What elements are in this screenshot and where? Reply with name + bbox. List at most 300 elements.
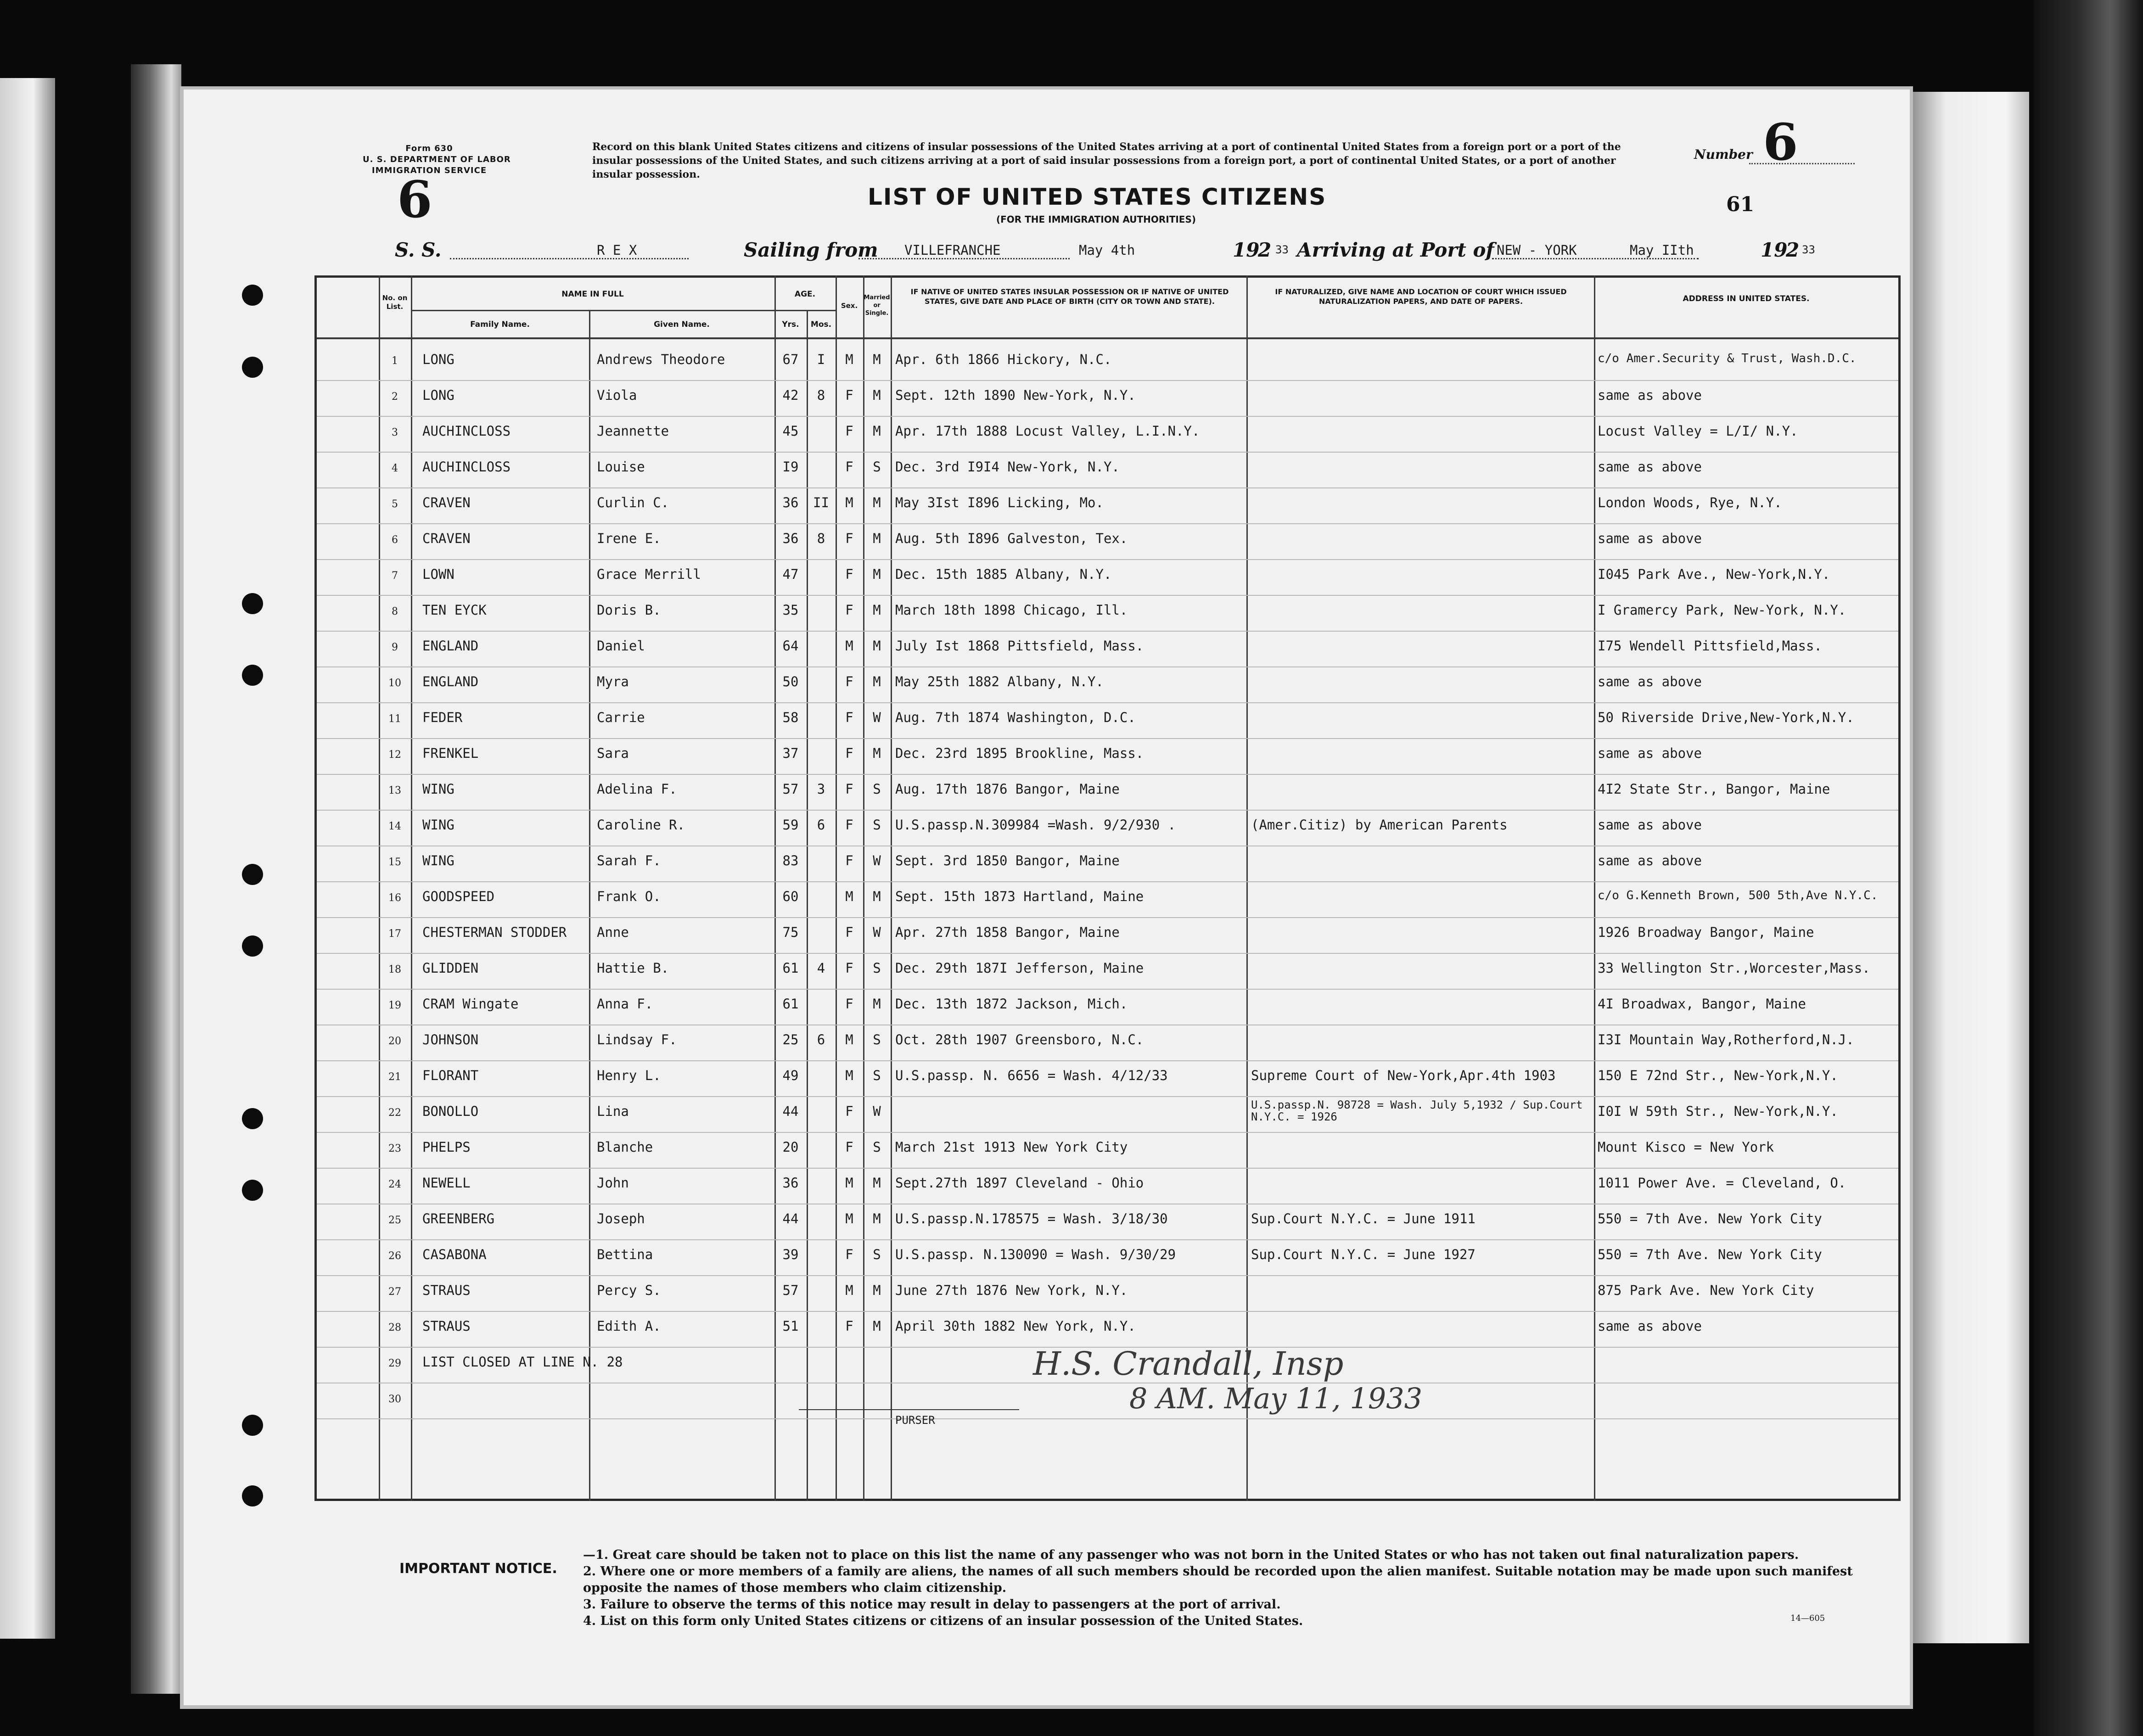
us-address: 1011 Power Ave. = Cleveland, O. [1598,1175,1846,1191]
number-label: Number [1694,147,1753,162]
page-number: 61 [1726,193,1755,216]
punch-hole [242,357,263,378]
form-big-number: 6 [397,170,432,229]
us-address: same as above [1598,817,1702,833]
age-years: 83 [782,853,799,868]
purser-line [799,1409,1019,1410]
header-bottom [317,337,1898,339]
given-name: Lina [597,1103,629,1119]
marital-status: S [873,1068,881,1083]
us-address: I Gramercy Park, New-York, N.Y. [1598,602,1846,618]
marital-status: S [873,960,881,976]
given-name: Hattie B. [597,960,669,976]
document-title: LIST OF UNITED STATES CITIZENS [868,184,1327,210]
us-address: London Woods, Rye, N.Y. [1598,495,1782,510]
punch-hole [242,864,263,885]
sex: F [845,745,853,761]
marital-status: M [873,566,881,582]
age-years: I9 [782,459,799,475]
header-married: Married or Single. [864,294,890,317]
arriving-label: Arriving at Port of [1297,239,1494,261]
us-address: same as above [1598,1318,1702,1334]
age-years: 42 [782,387,799,403]
birth-info: Sept. 3rd 1850 Bangor, Maine [895,853,1120,868]
age-months: 8 [817,387,825,403]
punch-hole [242,1108,263,1129]
notice-item: —1. Great care should be taken not to place on this list the name of any passenger who was not born in the United States or who has not taken out final naturalization papers. [583,1548,1799,1562]
us-address: 50 Riverside Drive,New-York,N.Y. [1598,710,1854,725]
age-years: 36 [782,1175,799,1191]
age-years: 45 [782,423,799,439]
sailing-label: Sailing from [744,239,878,261]
given-name: Sarah F. [597,853,661,868]
punch-hole [242,665,263,686]
given-name: Doris B. [597,602,661,618]
marital-status: W [873,1103,881,1119]
port-of-departure: VILLEFRANCHE [904,242,1001,258]
row-number: 9 [392,642,398,653]
table-row [317,1383,1898,1419]
family-name: TEN EYCK [422,602,487,618]
voyage-line [395,239,1901,266]
us-address: 875 Park Ave. New York City [1598,1282,1814,1298]
birth-info: Apr. 27th 1858 Bangor, Maine [895,924,1120,940]
age-years: 51 [782,1318,799,1334]
birth-info: Sept. 12th 1890 New-York, N.Y. [895,387,1136,403]
family-name: STRAUS [422,1318,471,1334]
marital-status: S [873,1139,881,1155]
age-years: 67 [782,352,799,367]
table-row [317,1169,1898,1204]
table-row [317,954,1898,990]
given-name: Curlin C. [597,495,669,510]
table-row [317,560,1898,596]
table-row [317,739,1898,775]
given-name: Irene E. [597,531,661,546]
marital-status: M [873,495,881,510]
row-number: 1 [392,355,398,367]
table-row [317,488,1898,524]
marital-status: M [873,1211,881,1226]
marital-status: S [873,1032,881,1047]
form-number: Form 630 [405,144,453,153]
family-name: ENGLAND [422,638,479,654]
age-years: 35 [782,602,799,618]
age-years: 60 [782,889,799,904]
birth-info: U.S.passp. N. 6656 = Wash. 4/12/33 [895,1068,1168,1083]
age-years: 57 [782,781,799,797]
marital-status: M [873,996,881,1012]
family-name: WING [422,781,454,797]
table-row [317,524,1898,560]
sex: F [845,459,853,475]
birth-info: March 21st 1913 New York City [895,1139,1128,1155]
year-printed-2: 2 [1786,239,1800,261]
us-address: 1926 Broadway Bangor, Maine [1598,924,1814,940]
sex: M [845,1068,853,1083]
us-address: Locust Valley = L/I/ N.Y. [1598,423,1798,439]
family-name: ENGLAND [422,674,479,689]
birth-info: Sept.27th 1897 Cleveland - Ohio [895,1175,1144,1191]
age-months: 6 [817,1032,825,1047]
family-name: NEWELL [422,1175,471,1191]
family-name: WING [422,853,454,868]
age-years: 64 [782,638,799,654]
birth-info: Apr. 17th 1888 Locust Valley, L.I.N.Y. [895,423,1200,439]
port-dotline [1492,258,1699,259]
marital-status: M [873,352,881,367]
given-name: Lindsay F. [597,1032,677,1047]
given-name: Blanche [597,1139,653,1155]
inspection-date-note: 8 AM. May 11, 1933 [1129,1382,1423,1415]
sex: M [845,889,853,904]
given-name: John [597,1175,629,1191]
age-years: 59 [782,817,799,833]
notice-item: 4. List on this form only United States citizens or citizens of an insular possession of the United States. [583,1614,1303,1628]
family-name: CRAVEN [422,495,471,510]
row-number: 10 [388,678,401,689]
age-years: 57 [782,1282,799,1298]
sex: F [845,710,853,725]
birth-info: Dec. 15th 1885 Albany, N.Y. [895,566,1112,582]
sex: F [845,387,853,403]
sailing-date: May 4th [1079,242,1135,258]
naturalization-info: (Amer.Citiz) by American Parents [1251,817,1508,833]
family-name: CASABONA [422,1247,487,1262]
us-address: I0I W 59th Str., New-York,N.Y. [1598,1103,1838,1119]
table-row [317,1025,1898,1061]
table-row [317,345,1898,381]
table-row [317,1133,1898,1169]
marital-status: W [873,710,881,725]
age-years: 25 [782,1032,799,1047]
birth-info: March 18th 1898 Chicago, Ill. [895,602,1128,618]
age-months: 6 [817,817,825,833]
table-row [317,453,1898,488]
age-years: 61 [782,960,799,976]
sex: F [845,674,853,689]
header-no: No. on List. [382,294,408,311]
row-number: 4 [392,463,398,474]
arrival-year: 33 [1802,243,1815,256]
birth-info: U.S.passp.N.178575 = Wash. 3/18/30 [895,1211,1168,1226]
family-name: AUCHINCLOSS [422,459,511,475]
us-address: 150 E 72nd Str., New-York,N.Y. [1598,1068,1838,1083]
year-label: 19 [1233,239,1260,261]
record-instructions: Record on this blank United States citizens and citizens of insular possessions of the United States arriving at a port of continental United States from a foreign port or a port of the insular possessions of the United States, and such citizens arriving at a port of said insular possessions from a foreign port, a port of continental United States, or a port of another insular possession. [592,141,1621,180]
marital-status: M [873,745,881,761]
sex: F [845,1247,853,1262]
header-name-in-full: NAME IN FULL [561,290,624,299]
row-number: 14 [388,821,401,832]
ship-name: R E X [597,242,637,258]
notice-item: 3. Failure to observe the terms of this notice may result in delay to passengers at the port of arrival. [583,1597,1281,1612]
header-given-name: Given Name. [654,320,710,329]
punch-hole [242,593,263,614]
row-number: 11 [388,713,401,725]
us-address: same as above [1598,387,1702,403]
sex: F [845,1318,853,1334]
marital-status: W [873,924,881,940]
sailing-dotline [858,258,1070,259]
sex: M [845,1032,853,1047]
birth-info: Dec. 3rd I9I4 New-York, N.Y. [895,459,1120,475]
row-number: 18 [388,964,401,975]
header-address: ADDRESS IN UNITED STATES. [1683,294,1810,303]
table-row [317,811,1898,846]
row-number: 30 [388,1394,401,1405]
table-row [317,1312,1898,1348]
service-name: IMMIGRATION SERVICE [371,166,487,175]
marital-status: M [873,1282,881,1298]
marital-status: S [873,817,881,833]
age-years: 20 [782,1139,799,1155]
family-name: JOHNSON [422,1032,479,1047]
sex: M [845,495,853,510]
family-name: STRAUS [422,1282,471,1298]
birth-info: April 30th 1882 New York, N.Y. [895,1318,1136,1334]
port-of-arrival: NEW - YORK [1497,242,1577,258]
table-row [317,1204,1898,1240]
family-name: AUCHINCLOSS [422,423,511,439]
sex: F [845,602,853,618]
age-years: 58 [782,710,799,725]
header-yrs: Yrs. [782,320,799,329]
row-number: 8 [392,606,398,617]
marital-status: S [873,459,881,475]
family-name: CRAM Wingate [422,996,519,1012]
notice-heading: IMPORTANT NOTICE. [399,1561,557,1577]
row-number: 17 [388,928,401,940]
naturalization-info: Sup.Court N.Y.C. = June 1911 [1251,1211,1475,1226]
marital-status: M [873,674,881,689]
row-number: 24 [388,1179,401,1190]
family-name: PHELPS [422,1139,471,1155]
department-name: U. S. DEPARTMENT OF LABOR [363,155,511,164]
us-address: 550 = 7th Ave. New York City [1598,1211,1822,1226]
us-address: 33 Wellington Str.,Worcester,Mass. [1598,960,1870,976]
age-months: I [817,352,825,367]
row-number: 29 [388,1358,401,1369]
film-edge-right [2034,0,2143,1736]
sex: F [845,566,853,582]
year-label-2: 19 [1761,239,1788,261]
inspector-signature: H.S. Crandall, Insp [1033,1345,1344,1383]
header-naturalized: IF NATURALIZED, GIVE NAME AND LOCATION OF COURT WHICH ISSUED NATURALIZATION PAPERS, AND DATE OF PAPERS. [1275,287,1567,306]
purser-label: PURSER [895,1414,935,1427]
us-address: same as above [1598,853,1702,868]
sex: F [845,1103,853,1119]
age-months: 8 [817,531,825,546]
given-name: Anne [597,924,629,940]
arrival-date: May IIth [1630,242,1694,258]
punch-hole [242,935,263,957]
punch-hole [242,1415,263,1436]
age-years: 49 [782,1068,799,1083]
us-address: 4I Broadwax, Bangor, Maine [1598,996,1806,1012]
age-months: 4 [817,960,825,976]
birth-info: Aug. 17th 1876 Bangor, Maine [895,781,1120,797]
given-name: Daniel [597,638,645,654]
us-address: same as above [1598,459,1702,475]
birth-info: Aug. 7th 1874 Washington, D.C. [895,710,1136,725]
us-address: c/o G.Kenneth Brown, 500 5th,Ave N.Y.C. [1598,889,1878,902]
age-years: 36 [782,531,799,546]
family-name: FEDER [422,710,463,725]
table-row [317,1240,1898,1276]
header-sex: Sex. [841,302,858,310]
row-number: 3 [392,427,398,438]
given-name: Jeannette [597,423,669,439]
punch-hole [242,1180,263,1201]
row-number: 12 [388,749,401,761]
given-name: Percy S. [597,1282,661,1298]
row-number: 6 [392,534,398,546]
us-address: 550 = 7th Ave. New York City [1598,1247,1822,1262]
marital-status: W [873,853,881,868]
table-row [317,703,1898,739]
sex: F [845,817,853,833]
sex: M [845,1282,853,1298]
table-row [317,1097,1898,1133]
row-number: 13 [388,785,401,796]
given-name: Myra [597,674,629,689]
header-birth: IF NATIVE OF UNITED STATES INSULAR POSSESSION OR IF NATIVE OF UNITED STATES, GIVE DATE AND PLACE OF BIRTH (CITY OR TOWN AND STATE). [910,287,1229,306]
header-mos: Mos. [810,320,832,329]
sex: M [845,352,853,367]
naturalization-info: Supreme Court of New-York,Apr.4th 1903 [1251,1068,1556,1083]
birth-info: U.S.passp.N.309984 =Wash. 9/2/930 . [895,817,1176,833]
family-name: LONG [422,352,454,367]
marital-status: M [873,889,881,904]
notice-item: 2. Where one or more members of a family are aliens, the names of all such members should be recorded upon the alien manifest. Suitable notation may be made upon such manifest opposite the names of those members who claim citizenship. [583,1564,1853,1595]
document-subtitle: (FOR THE IMMIGRATION AUTHORITIES) [996,214,1196,225]
row-number: 23 [388,1143,401,1154]
adjacent-page-right [1910,92,2029,1643]
notice-list [399,1547,1905,1630]
us-address: same as above [1598,531,1702,546]
age-months: II [813,495,829,510]
sailing-year: 33 [1275,243,1289,256]
header-divider [411,310,836,311]
ss-dotline [450,258,689,259]
naturalization-info: Sup.Court N.Y.C. = June 1927 [1251,1247,1475,1262]
row-number: 7 [392,570,398,582]
family-name: LONG [422,387,454,403]
birth-info: May 25th 1882 Albany, N.Y. [895,674,1104,689]
age-years: 44 [782,1211,799,1226]
marital-status: M [873,531,881,546]
us-address: I045 Park Ave., New-York,N.Y. [1598,566,1830,582]
naturalization-info: U.S.passp.N. 98728 = Wash. July 5,1932 / Sup.Court N.Y.C. = 1926 [1251,1098,1583,1123]
list-number: 6 [1763,112,1798,172]
given-name: Caroline R. [597,817,685,833]
given-name: Bettina [597,1247,653,1262]
birth-info: Dec. 23rd 1895 Brookline, Mass. [895,745,1144,761]
birth-info: Apr. 6th 1866 Hickory, N.C. [895,352,1112,367]
age-years: 37 [782,745,799,761]
given-name: Henry L. [597,1068,661,1083]
us-address: c/o Amer.Security & Trust, Wash.D.C. [1598,352,1857,365]
row-number: 19 [388,1000,401,1011]
age-years: 44 [782,1103,799,1119]
birth-info: June 27th 1876 New York, N.Y. [895,1282,1128,1298]
punch-hole [242,1485,263,1506]
family-name: WING [422,817,454,833]
sex: F [845,531,853,546]
sex: F [845,853,853,868]
birth-info: Aug. 5th I896 Galveston, Tex. [895,531,1128,546]
form-print-code: 14—605 [1790,1613,1825,1623]
us-address: 4I2 State Str., Bangor, Maine [1598,781,1830,797]
birth-info: Dec. 13th 1872 Jackson, Mich. [895,996,1128,1012]
ss-label: S. S. [395,239,442,261]
family-name: GREENBERG [422,1211,495,1226]
row-number: 22 [388,1107,401,1119]
age-years: 36 [782,495,799,510]
birth-info: Sept. 15th 1873 Hartland, Maine [895,889,1144,904]
sex: M [845,638,853,654]
table-row [317,846,1898,882]
marital-status: M [873,423,881,439]
row-number: 16 [388,892,401,904]
given-name: Grace Merrill [597,566,701,582]
family-name: CRAVEN [422,531,471,546]
us-address: I3I Mountain Way,Rotherford,N.J. [1598,1032,1854,1047]
family-name: LOWN [422,566,454,582]
age-years: 75 [782,924,799,940]
row-number: 2 [392,391,398,403]
family-name: LIST CLOSED AT LINE N. 28 [422,1354,623,1370]
marital-status: S [873,1247,881,1262]
family-name: FRENKEL [422,745,479,761]
birth-info: July Ist 1868 Pittsfield, Mass. [895,638,1144,654]
sex: M [845,1211,853,1226]
adjacent-page-left [0,78,55,1639]
row-number: 15 [388,857,401,868]
table-row [317,918,1898,954]
given-name: Sara [597,745,629,761]
family-name: GLIDDEN [422,960,479,976]
given-name: Edith A. [597,1318,661,1334]
sex: F [845,781,853,797]
film-edge-left [131,64,181,1694]
row-number: 25 [388,1215,401,1226]
us-address: same as above [1598,674,1702,689]
given-name: Joseph [597,1211,645,1226]
row-number: 21 [388,1071,401,1083]
given-name: Viola [597,387,637,403]
sex: F [845,924,853,940]
table-row [317,381,1898,417]
row-number: 5 [392,498,398,510]
birth-info: May 3Ist I896 Licking, Mo. [895,495,1104,510]
age-years: 50 [782,674,799,689]
birth-info: U.S.passp. N.130090 = Wash. 9/30/29 [895,1247,1176,1262]
sex: M [845,1175,853,1191]
row-number: 27 [388,1286,401,1298]
year-printed: 2 [1258,239,1272,261]
table-row [317,1276,1898,1312]
table-row [317,667,1898,703]
age-years: 47 [782,566,799,582]
given-name: Anna F. [597,996,653,1012]
marital-status: M [873,602,881,618]
header-family-name: Family Name. [470,320,530,329]
marital-status: S [873,781,881,797]
sex: F [845,960,853,976]
sex: F [845,1139,853,1155]
